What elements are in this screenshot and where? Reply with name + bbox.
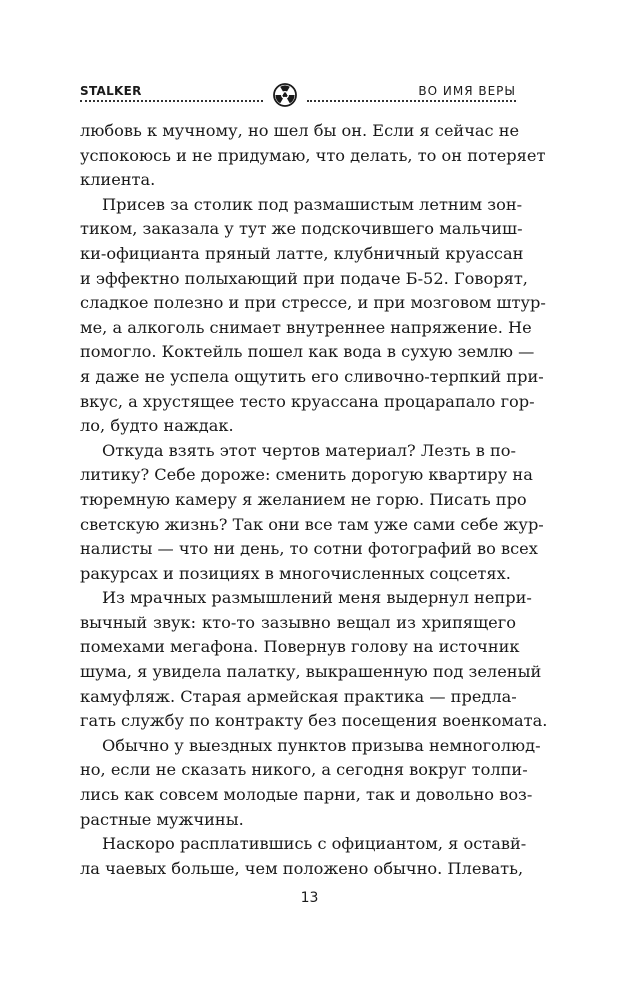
text-line: тиком, заказала у тут же подскочившего мальчиш- [80, 219, 523, 239]
text-line: успокоюсь и не придумаю, что делать, то он потеряет [80, 145, 546, 165]
text-line: ме, а алкоголь снимает внутреннее напряжение. Не [80, 317, 532, 337]
paragraph [80, 119, 546, 193]
text-line: ла чаевых больше, чем положено обычно. Плевать, [80, 858, 524, 878]
text-line: но, если не сказать никого, а сегодня вокруг толпи- [80, 760, 528, 780]
text-line: любовь к мучному, но шел бы он. Если я сейчас не [80, 121, 520, 140]
paragraph [80, 193, 546, 439]
paragraph [80, 734, 541, 832]
text-line: Обычно у выездных пунктов призыва немноголюд- [102, 735, 541, 755]
running-header [80, 81, 520, 109]
text-line: вкус, а хрустящее тесто круассана процарапало гор- [80, 391, 535, 411]
header-rule-right [307, 100, 516, 102]
text-line: лись как совсем молодые парни, так и довольно воз- [80, 785, 533, 805]
radiation-trefoil-icon [273, 83, 297, 107]
text-line: Присев за столик под размашистым летним зон- [102, 194, 523, 214]
text-line: светскую жизнь? Так они все там уже сами себе жур- [80, 514, 544, 534]
text-line: камуфляж. Старая армейская практика — предла- [80, 686, 517, 706]
text-line: гать службу по контракту без посещения военкомата. [80, 711, 548, 731]
page-number: 13 [300, 890, 319, 906]
text-line: сладкое полезно и при стрессе, и при мозговом штур- [80, 293, 546, 313]
text-line: ракурсах и позициях в многочисленных соцсетях. [80, 563, 511, 583]
header-rule-left [80, 100, 263, 102]
text-line: Наскоро расплатившись с официантом, я оставй- [102, 834, 527, 854]
text-line: помогло. Коктейль пошел как вода в сухую землю — [80, 342, 535, 362]
body-text [80, 119, 548, 881]
text-line: литику? Себе дороже: сменить дорогую квартиру на [80, 465, 533, 485]
text-line: тюремную камеру я желанием не горю. Писать про [80, 489, 527, 509]
paragraph [80, 439, 544, 587]
paragraph [80, 586, 548, 734]
text-line: шума, я увидела палатку, выкрашенную под зеленый [80, 662, 542, 682]
text-line: Из мрачных размышлений меня выдернул непри- [102, 588, 532, 608]
paragraph [80, 832, 527, 881]
text-line: клиента. [80, 170, 156, 190]
text-line: помехами мегафона. Повернув голову на источник [80, 637, 520, 657]
text-line: вычный звук: кто-то зазывно вещал из хрипящего [80, 612, 516, 632]
text-line: и эффектно полыхающий при подаче Б-52. Говорят, [80, 268, 528, 288]
text-line: налисты — что ни день, то сотни фотографий во всех [80, 539, 538, 559]
text-line: я даже не успела ощутить его сливочно-терпкий при- [80, 366, 544, 386]
text-line: Откуда взять этот чертов материал? Лезть в по- [102, 440, 516, 460]
book-title: ВО ИМЯ ВЕРЫ [418, 84, 516, 98]
text-line: растные мужчины. [80, 809, 244, 829]
text-line: ки-официанта пряный латте, клубничный круассан [80, 243, 524, 263]
text-line: ло, будто наждак. [80, 416, 234, 436]
series-title: STALKER [80, 84, 142, 98]
